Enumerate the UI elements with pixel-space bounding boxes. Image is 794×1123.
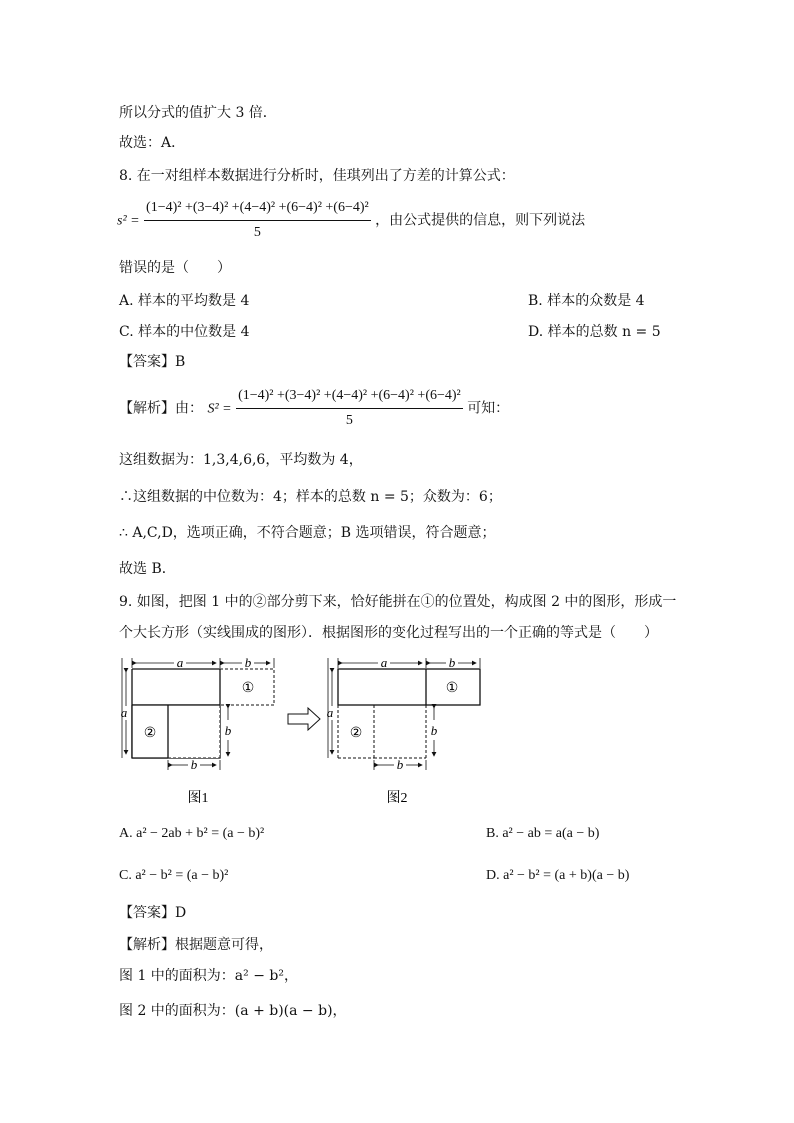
label-b: b	[190, 757, 198, 772]
figure-1	[121, 655, 274, 806]
variance-formula	[117, 198, 585, 243]
answer-label: 【答案】D	[119, 905, 187, 921]
formula-lhs: S² =	[207, 401, 232, 417]
label-a: a	[326, 705, 334, 720]
formula-tail: ，由公式提供的信息，则下列说法	[375, 212, 586, 229]
label-a: a	[380, 655, 388, 670]
text-line: 故选：A．	[119, 135, 186, 151]
question-9-stem-cont: 个大长方形（实线围成的图形）．根据图形的变化过程写出的一个正确的等式是（ ）	[119, 625, 658, 641]
explanation-line: 图 2 中的面积为：(a + b)(a − b)，	[119, 1003, 347, 1019]
label-b: b	[448, 655, 456, 670]
formula-fraction	[236, 386, 463, 431]
explanation-line: ∴ A,C,D，选项正确，不符合题意；B 选项错误，符合题意；	[119, 525, 496, 541]
option-d: D. 样本的总数 n = 5	[528, 324, 661, 340]
question-9-stem: 9. 如图，把图 1 中的②部分剪下来，恰好能拼在①的位置处，构成图 2 中的图形，形成一	[119, 594, 677, 610]
option-c: C. 样本的中位数是 4	[119, 324, 250, 340]
option-c: C. a² − b² = (a − b)²	[119, 868, 229, 883]
explanation-line: 这组数据为：1,3,4,6,6，平均数为 4，	[119, 452, 363, 468]
figures	[110, 650, 500, 810]
option-b: B. a² − ab = a(a − b)	[486, 826, 600, 841]
text-line: 所以分式的值扩大 3 倍．	[119, 105, 277, 121]
label-b: b	[244, 655, 252, 670]
explanation-line: 【解析】根据题意可得，	[119, 937, 273, 953]
option-a: A. a² − 2ab + b² = (a − b)²	[119, 826, 265, 841]
explanation-line: 故选 B．	[119, 561, 176, 577]
figure-1-caption: 图1	[187, 791, 209, 806]
formula-numerator: (1−4)² +(3−4)² +(4−4)² +(6−4)² +(6−4)²	[236, 386, 463, 409]
formula-denominator: 5	[253, 225, 261, 240]
option-a: A. 样本的平均数是 4	[119, 293, 250, 309]
label-a: a	[120, 705, 128, 720]
figure-2-caption: 图2	[386, 791, 408, 806]
option-d: D. a² − b² = (a + b)(a − b)	[486, 868, 630, 883]
explanation-line: ∴这组数据的中位数为：4；样本的总数 n = 5；众数为：6；	[119, 489, 502, 505]
answer-label: 【答案】B	[119, 354, 186, 370]
formula-denominator: 5	[345, 413, 353, 428]
formula-tail: 可知：	[467, 400, 510, 417]
question-8-stem: 8. 在一对组样本数据进行分析时，佳琪列出了方差的计算公式：	[119, 168, 515, 184]
label-a: a	[176, 655, 184, 670]
explanation-prefix: 【解析】由：	[119, 400, 203, 417]
formula-fraction	[144, 198, 371, 243]
region-one-label: ①	[241, 681, 255, 696]
region-two-label: ②	[143, 726, 157, 741]
transform-arrow-icon	[288, 708, 320, 730]
label-b: b	[396, 757, 404, 772]
formula-lhs: s² =	[117, 213, 140, 229]
formula-numerator: (1−4)² +(3−4)² +(4−4)² +(6−4)² +(6−4)²	[144, 198, 371, 221]
region-one-label: ①	[445, 681, 459, 696]
option-b: B. 样本的众数是 4	[528, 293, 645, 309]
label-b: b	[224, 723, 232, 738]
region-two-label: ②	[349, 726, 363, 741]
figure-2	[327, 655, 480, 806]
explanation-line: 图 1 中的面积为：a² − b²，	[119, 968, 298, 984]
explanation-formula	[119, 386, 509, 431]
label-b: b	[430, 723, 438, 738]
question-8-stem-cont: 错误的是（ ）	[119, 260, 231, 276]
